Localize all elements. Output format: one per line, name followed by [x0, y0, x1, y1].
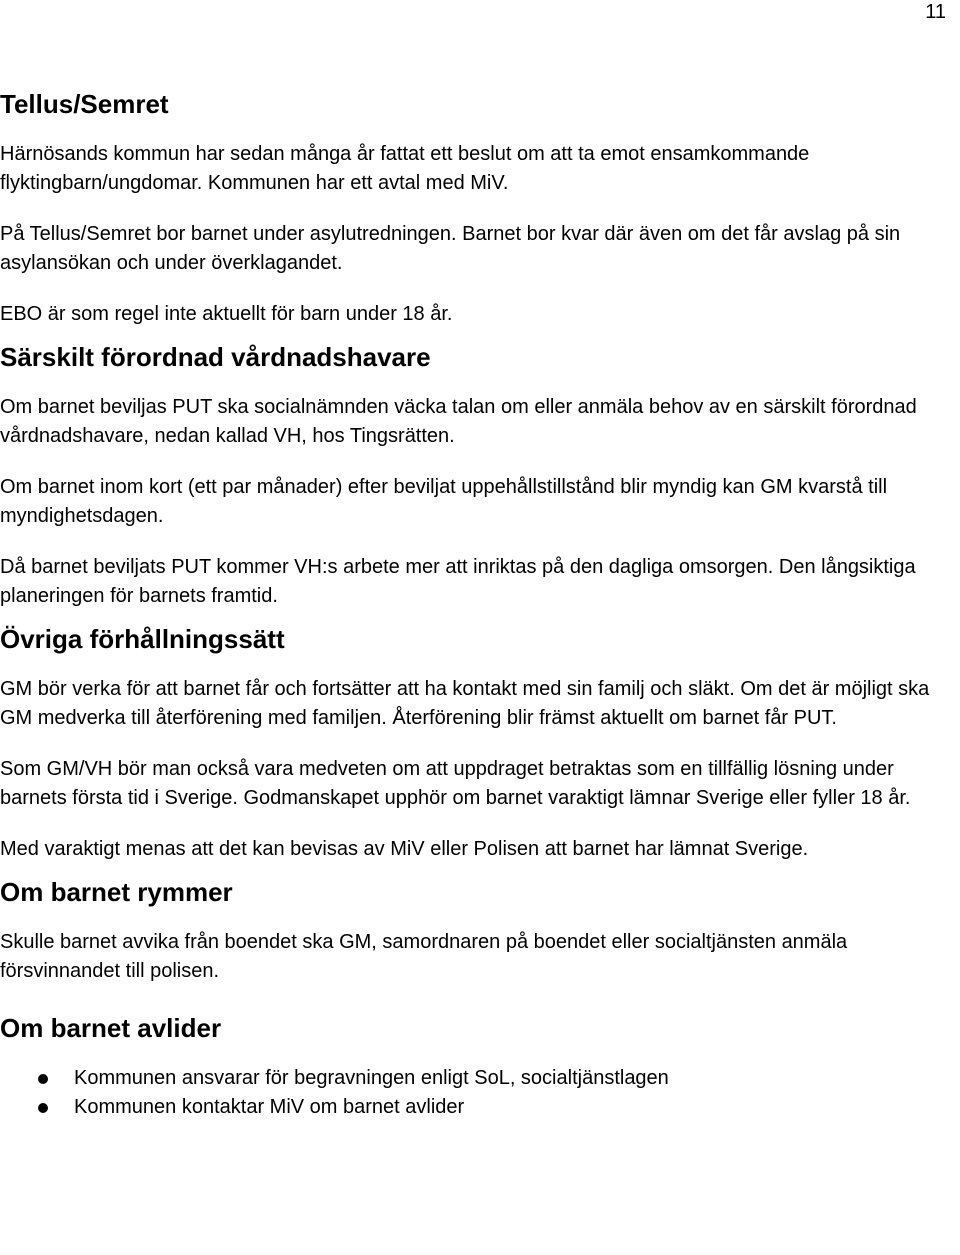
paragraph: Som GM/VH bör man också vara medveten om att uppdraget betraktas som en tillfällig lösning under barnets första tid i Sverige. Godmanskapet upphör om barnet varaktigt lämnar Sverige eller fyller 18 år. — [0, 758, 911, 809]
section-heading-sarskilt-forordnad: Särskilt förordnad vårdnadshavare — [0, 342, 431, 372]
paragraph: Om barnet inom kort (ett par månader) efter beviljat uppehållstillstånd blir myndig kan GM kvarstå till myndighetsdagen. — [0, 476, 888, 527]
document-body — [0, 88, 958, 1122]
paragraph: Med varaktigt menas att det kan bevisas av MiV eller Polisen att barnet har lämnat Sverige. — [0, 838, 809, 860]
list-item — [0, 1093, 958, 1122]
list-item-text: Kommunen ansvarar för begravningen enligt SoL, socialtjänstlagen — [74, 1067, 669, 1089]
bullet-icon — [38, 1074, 48, 1084]
paragraph: GM bör verka för att barnet får och fortsätter att ha kontakt med sin familj och släkt. Om det är möjligt ska GM medverka till återförening med familjen. Återförening blir främst aktuellt om barnet får PUT. — [0, 678, 930, 729]
paragraph: Härnösands kommun har sedan många år fattat ett beslut om att ta emot ensamkommande flyktingbarn/ungdomar. Kommunen har ett avtal med MiV. — [0, 143, 810, 194]
list-item — [0, 1064, 958, 1093]
paragraph: EBO är som regel inte aktuellt för barn under 18 år. — [0, 303, 453, 325]
paragraph: Skulle barnet avvika från boendet ska GM, samordnaren på boendet eller socialtjänsten anmäla försvinnandet till polisen. — [0, 931, 848, 982]
section-heading-om-barnet-rymmer: Om barnet rymmer — [0, 877, 233, 907]
bullet-list — [0, 1064, 958, 1122]
paragraph: Då barnet beviljats PUT kommer VH:s arbete mer att inriktas på den dagliga omsorgen. Den långsiktiga planeringen för barnets framtid. — [0, 556, 916, 607]
bullet-icon — [38, 1103, 48, 1113]
page-number: 11 — [925, 1, 946, 23]
paragraph: På Tellus/Semret bor barnet under asylutredningen. Barnet bor kvar där även om det får avslag på sin asylansökan och under överklagandet. — [0, 223, 901, 274]
paragraph: Om barnet beviljas PUT ska socialnämnden väcka talan om eller anmäla behov av en särskilt förordnad vårdnadshavare, nedan kallad VH, hos Tingsrätten. — [0, 396, 917, 447]
section-heading-ovriga-forhallningssatt: Övriga förhållningssätt — [0, 624, 285, 654]
section-heading-om-barnet-avlider: Om barnet avlider — [0, 1013, 222, 1043]
section-heading-tellus-semret: Tellus/Semret — [0, 89, 169, 119]
list-item-text: Kommunen kontaktar MiV om barnet avlider — [74, 1096, 465, 1118]
